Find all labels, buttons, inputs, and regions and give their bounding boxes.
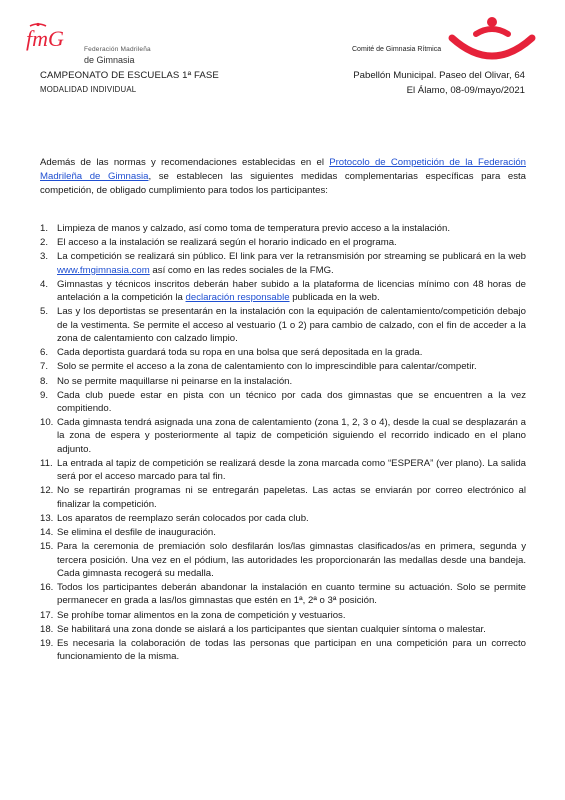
item-number: 15. <box>40 541 54 553</box>
item-text: No se permite maquillarse ni peinarse en la instalación. <box>57 375 293 387</box>
list-item <box>40 389 526 416</box>
declaration-link[interactable]: declaración responsable <box>185 292 290 304</box>
item-number: 10. <box>40 417 54 429</box>
list-item <box>40 416 526 456</box>
item-number: 4. <box>40 278 49 290</box>
item-number: 3. <box>40 251 49 263</box>
item-text: Limpieza de manos y calzado, así como toma de temperatura previo acceso a la instalación. <box>57 223 451 234</box>
intro-text-before: Además de las normas y recomendaciones establecidas en el <box>40 156 330 168</box>
list-item <box>40 637 526 664</box>
item-text: así como en las redes sociales de la FMG. <box>149 264 334 276</box>
intro-paragraph <box>40 156 526 198</box>
item-number: 11. <box>40 457 53 469</box>
venue: Pabellón Municipal. Paseo del Olivar, 64 <box>353 70 525 81</box>
list-item <box>40 623 526 636</box>
list-item <box>40 581 526 608</box>
item-text: El acceso a la instalación se realizará según el horario indicado en el programa. <box>57 237 397 249</box>
item-number: 16. <box>40 582 54 594</box>
item-text: La competición se realizará sin público. El link para ver la retransmisión por streaming se publicará en la web <box>57 251 526 263</box>
item-number: 7. <box>40 361 49 373</box>
gymnast-logo <box>446 14 538 66</box>
item-number: 8. <box>40 375 49 387</box>
list-item <box>40 484 526 511</box>
fmg-logo <box>24 22 184 65</box>
item-text: Todos los participantes deberán abandonar la instalación en cuanto termine su actuación. Solo se permite permanecer en grada a las/los gimnastas que estén en 1ª, 2ª o 3ª posición. <box>57 582 526 607</box>
list-item <box>40 278 526 305</box>
item-text: Cada gimnasta tendrá asignada una zona de calentamiento (zona 1, 2, 3 o 4), desde la cual se desplazarán a la zona de espera y posteriormente al tapiz de competición siguiendo el recorrido indicado en el plano adjunto. <box>57 417 526 455</box>
list-item <box>40 250 526 277</box>
item-text: Las y los deportistas se presentarán en la instalación con la equipación de calentamiento/competición debajo de la vestimenta. Se permite el acceso al vestuario (1 o 2) para cambio de calzado, con el fin de acceder a la zona de calentamiento con calzado limpio. <box>57 306 526 344</box>
list-item <box>40 457 526 484</box>
committee-name: Comité de Gimnasia Rítmica <box>352 46 442 53</box>
item-text: Cada club puede estar en pista con un técnico por cada dos gimnastas que se encuentren a la vez compitiendo. <box>57 389 526 414</box>
list-item <box>40 512 526 525</box>
protocol-link[interactable]: Protocolo de Competición de la Federación Madrileña de Gimnasia <box>40 156 526 182</box>
list-item <box>40 609 526 622</box>
item-text: Para la ceremonia de premiación solo desfilarán los/las gimnastas clasificados/as en primera, segunda y tercera posición. Una vez en el pódium, las autoridades les proporcionarán las medallas desde una bandeja. Cada gimnasta recogerá su medalla. <box>57 541 526 579</box>
list-item <box>40 305 526 345</box>
item-number: 18. <box>40 623 54 635</box>
fmg-website-link[interactable]: www.fmgimnasia.com <box>57 264 150 276</box>
item-number: 19. <box>40 637 54 649</box>
item-number: 12. <box>40 485 54 497</box>
item-text: Gimnastas y técnicos inscritos deberán haber subido a la plataforma de licencias mínimo con 48 horas de antelación a la competición la <box>57 278 526 304</box>
item-number: 2. <box>40 237 49 249</box>
list-item <box>40 236 526 249</box>
list-item <box>40 360 526 373</box>
item-number: 5. <box>40 306 49 318</box>
federation-line2: de Gimnasia <box>84 55 135 65</box>
item-number: 9. <box>40 389 49 401</box>
modality: MODALIDAD INDIVIDUAL <box>40 85 137 94</box>
item-text: No se repartirán programas ni se entregarán papeletas. Las actas se enviarán por correo electrónico al finalizar la competición. <box>57 485 526 510</box>
item-text: La entrada al tapiz de competición se realizará desde la zona marcada como “ESPERA” (ver plano). La salida será por el acceso marcado para tal fin. <box>57 457 526 483</box>
item-text: Es necesaria la colaboración de todas las personas que participan en una competición para un correcto funcionamiento de la misma. <box>57 637 526 663</box>
item-text: Cada deportista guardará toda su ropa en una bolsa que será depositada en la grada. <box>57 347 423 359</box>
event-title: CAMPEONATO DE ESCUELAS 1ª FASE <box>40 70 219 81</box>
intro-text-after: , se establecen las siguientes medidas complementarias específicas para esta competición, de obligado cumplimiento para todos los participantes: <box>40 170 526 196</box>
list-item <box>40 540 526 580</box>
item-text: Se prohíbe tomar alimentos en la zona de competición y vestuarios. <box>57 609 346 621</box>
item-text: Se habilitará una zona donde se aislará a los participantes que sientan cualquier síntoma o malestar. <box>57 623 486 635</box>
place-date: El Álamo, 08-09/mayo/2021 <box>406 85 525 96</box>
rules-list <box>40 222 526 664</box>
item-number: 13. <box>40 512 54 524</box>
fmg-logo-icon <box>24 22 82 54</box>
item-text: Se elimina el desfile de inauguración. <box>57 527 216 539</box>
item-text: Solo se permite el acceso a la zona de calentamiento con lo imprescindible para calentar/competir. <box>57 361 477 373</box>
list-item <box>40 375 526 388</box>
item-number: 17. <box>40 609 54 621</box>
list-item <box>40 346 526 359</box>
item-number: 14. <box>40 527 54 539</box>
item-text: Los aparatos de reemplazo serán colocados por cada club. <box>57 512 309 524</box>
gymnast-logo-icon <box>446 14 538 66</box>
list-item <box>40 222 526 235</box>
list-item <box>40 526 526 539</box>
item-number: 1. <box>40 223 49 234</box>
federation-line1: Federación Madrileña <box>84 46 151 53</box>
fmg-logo-lettering: fmG <box>26 26 64 51</box>
item-text: publicada en la web. <box>289 292 380 304</box>
item-number: 6. <box>40 347 49 359</box>
